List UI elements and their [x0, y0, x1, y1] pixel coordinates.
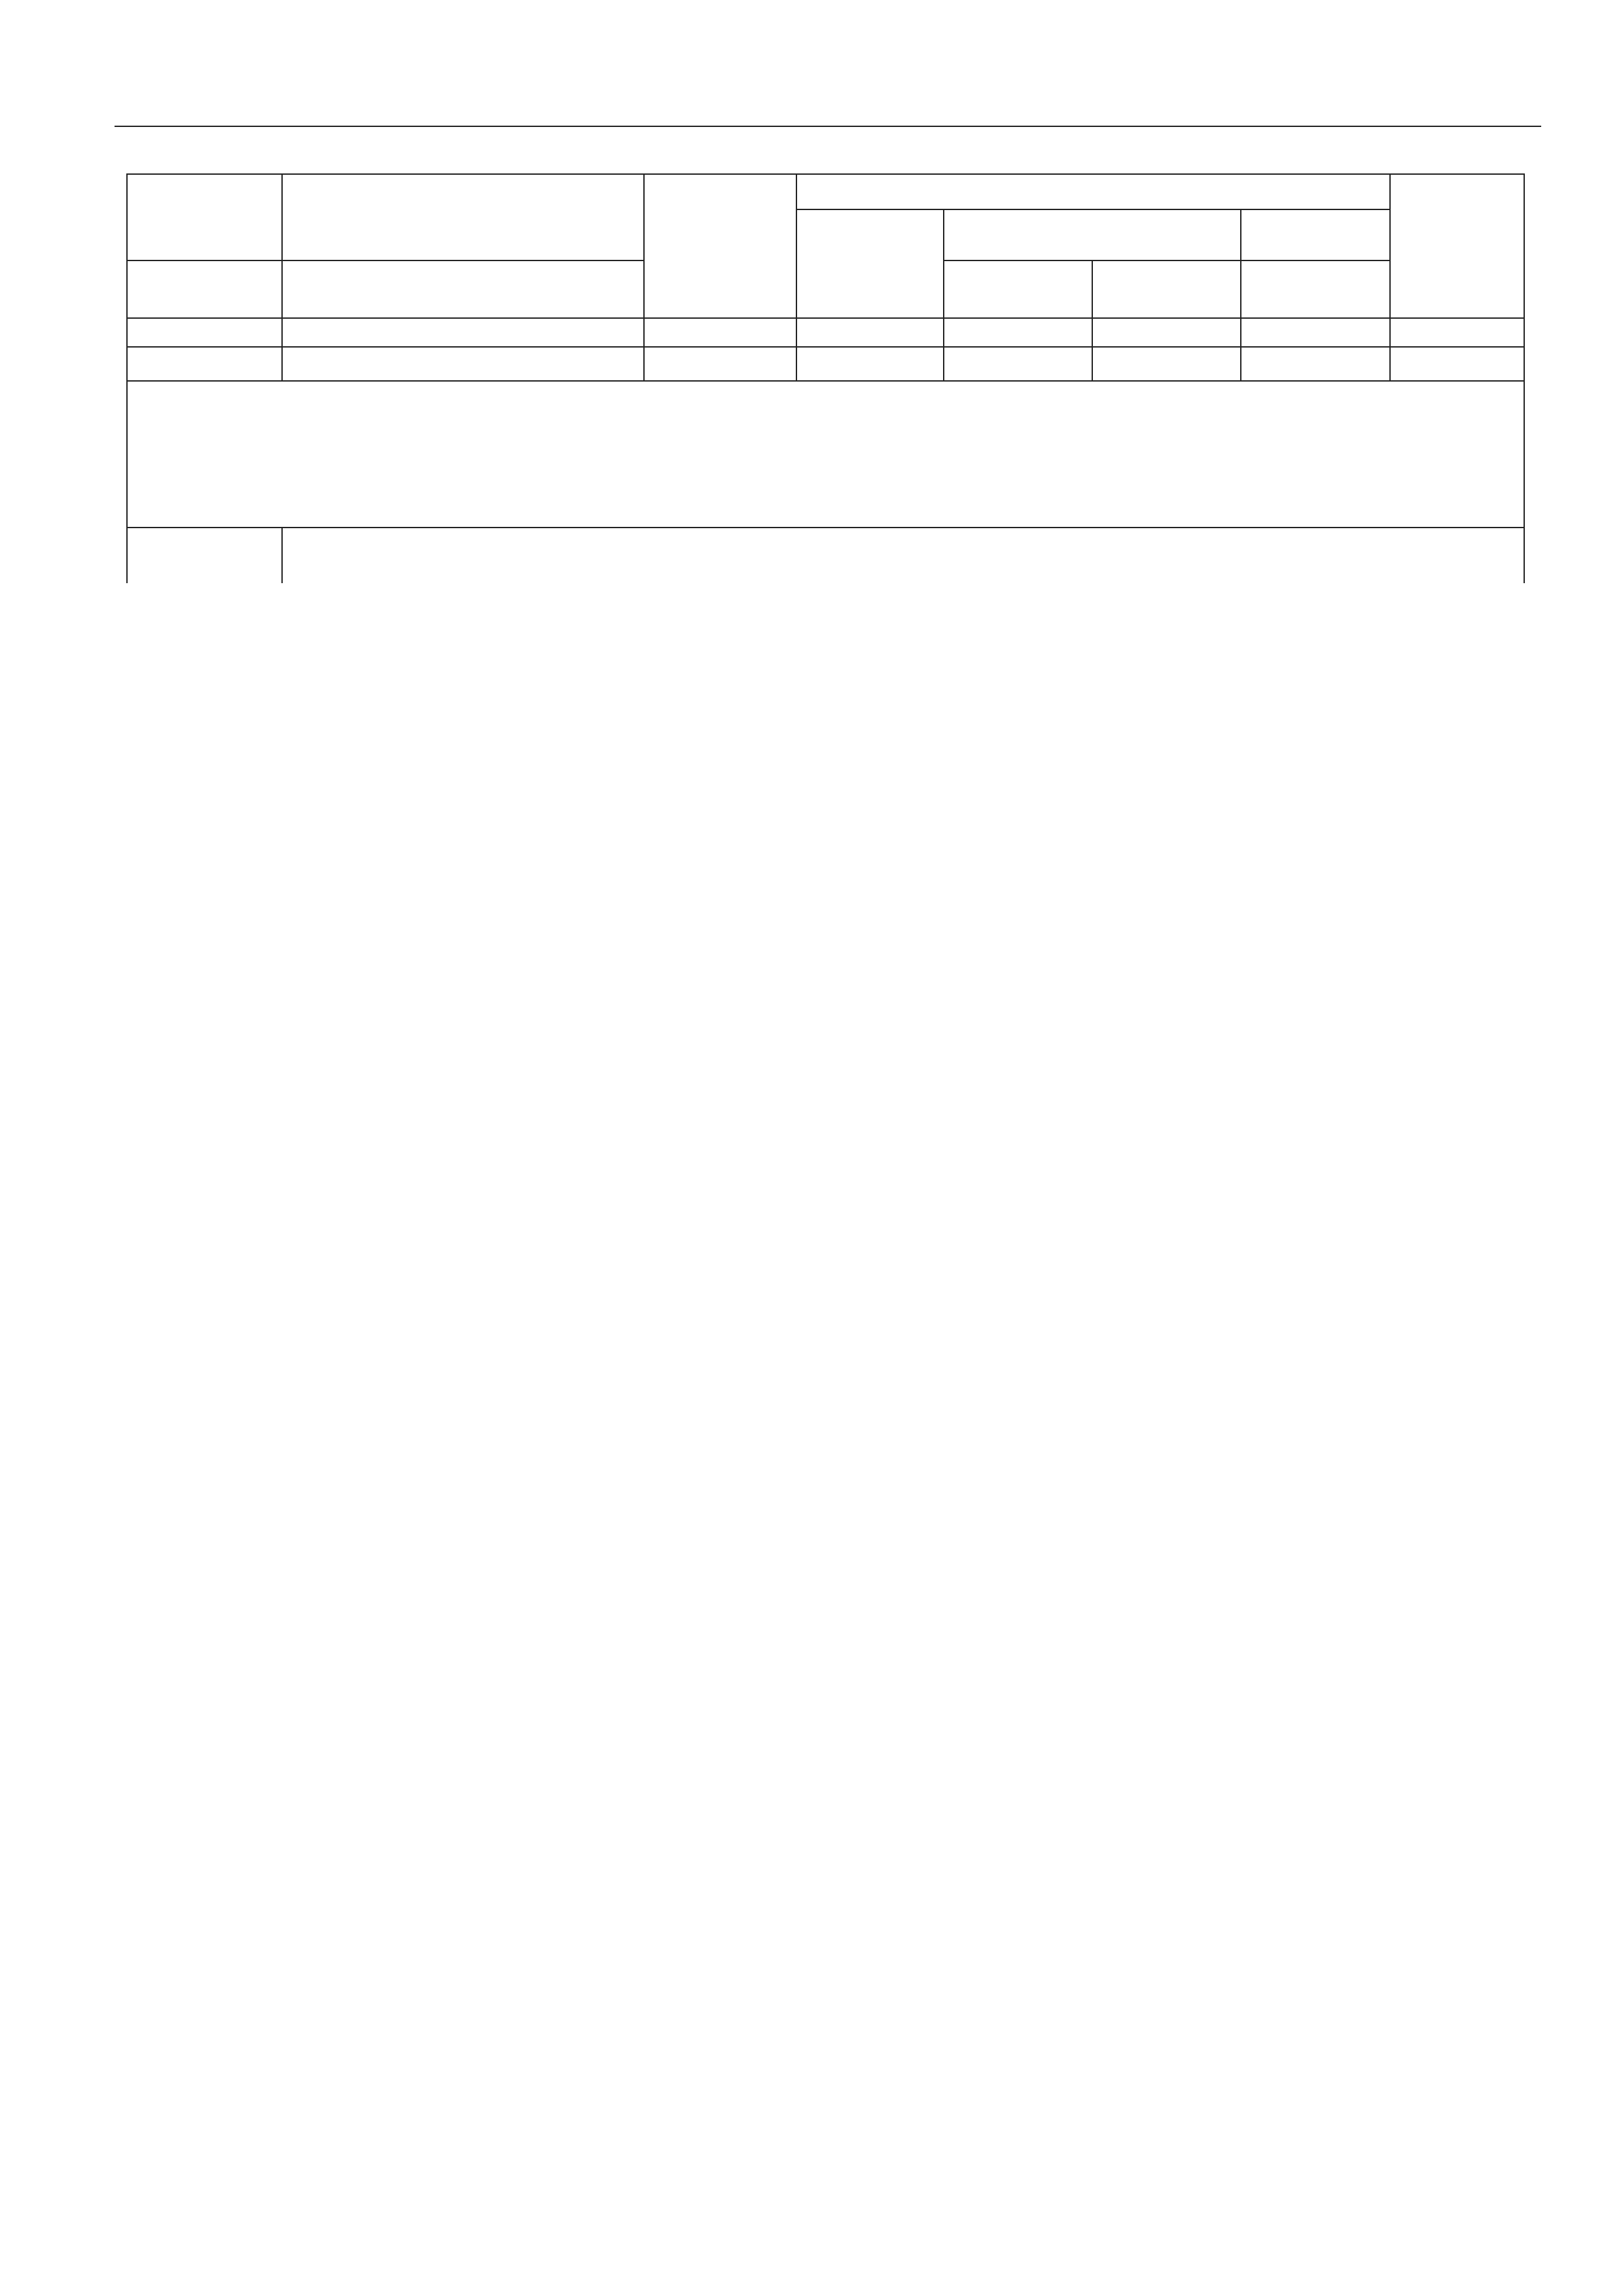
direct-cost [644, 347, 796, 381]
col3-header [644, 174, 796, 318]
column-number [796, 318, 944, 347]
material-code [127, 347, 282, 381]
worker-pay [796, 347, 944, 381]
table-body-part-1 [127, 347, 1524, 381]
col2-top-header [282, 174, 644, 260]
column-number [1092, 318, 1241, 347]
machinist-pay [1092, 347, 1241, 381]
materials-header [1241, 209, 1390, 260]
col5-header [944, 260, 1092, 318]
column-number [127, 318, 282, 347]
price-table [126, 173, 1525, 583]
labor-dash [1390, 347, 1524, 381]
group-blank [127, 528, 282, 583]
column-number [944, 318, 1092, 347]
materials-p [1241, 347, 1390, 381]
group-title [282, 528, 1524, 583]
column-number [644, 318, 796, 347]
column-number [1241, 318, 1390, 347]
column-number [1390, 318, 1524, 347]
col7-header [1241, 260, 1390, 318]
material-row [127, 347, 1524, 381]
material-name [282, 347, 644, 381]
col2-bottom-header [282, 260, 644, 318]
col8-header [1390, 174, 1524, 318]
machines-total [944, 347, 1092, 381]
including-header [796, 174, 1390, 209]
col4-header [796, 209, 944, 318]
col6-header [1092, 260, 1241, 318]
machines-header [944, 209, 1241, 260]
col1-top-header [127, 174, 282, 260]
header-rule [115, 126, 1541, 127]
col1-bottom-header [127, 260, 282, 318]
column-numbers-row [127, 318, 1524, 347]
table-2-caption [127, 381, 1524, 583]
column-number [282, 318, 644, 347]
